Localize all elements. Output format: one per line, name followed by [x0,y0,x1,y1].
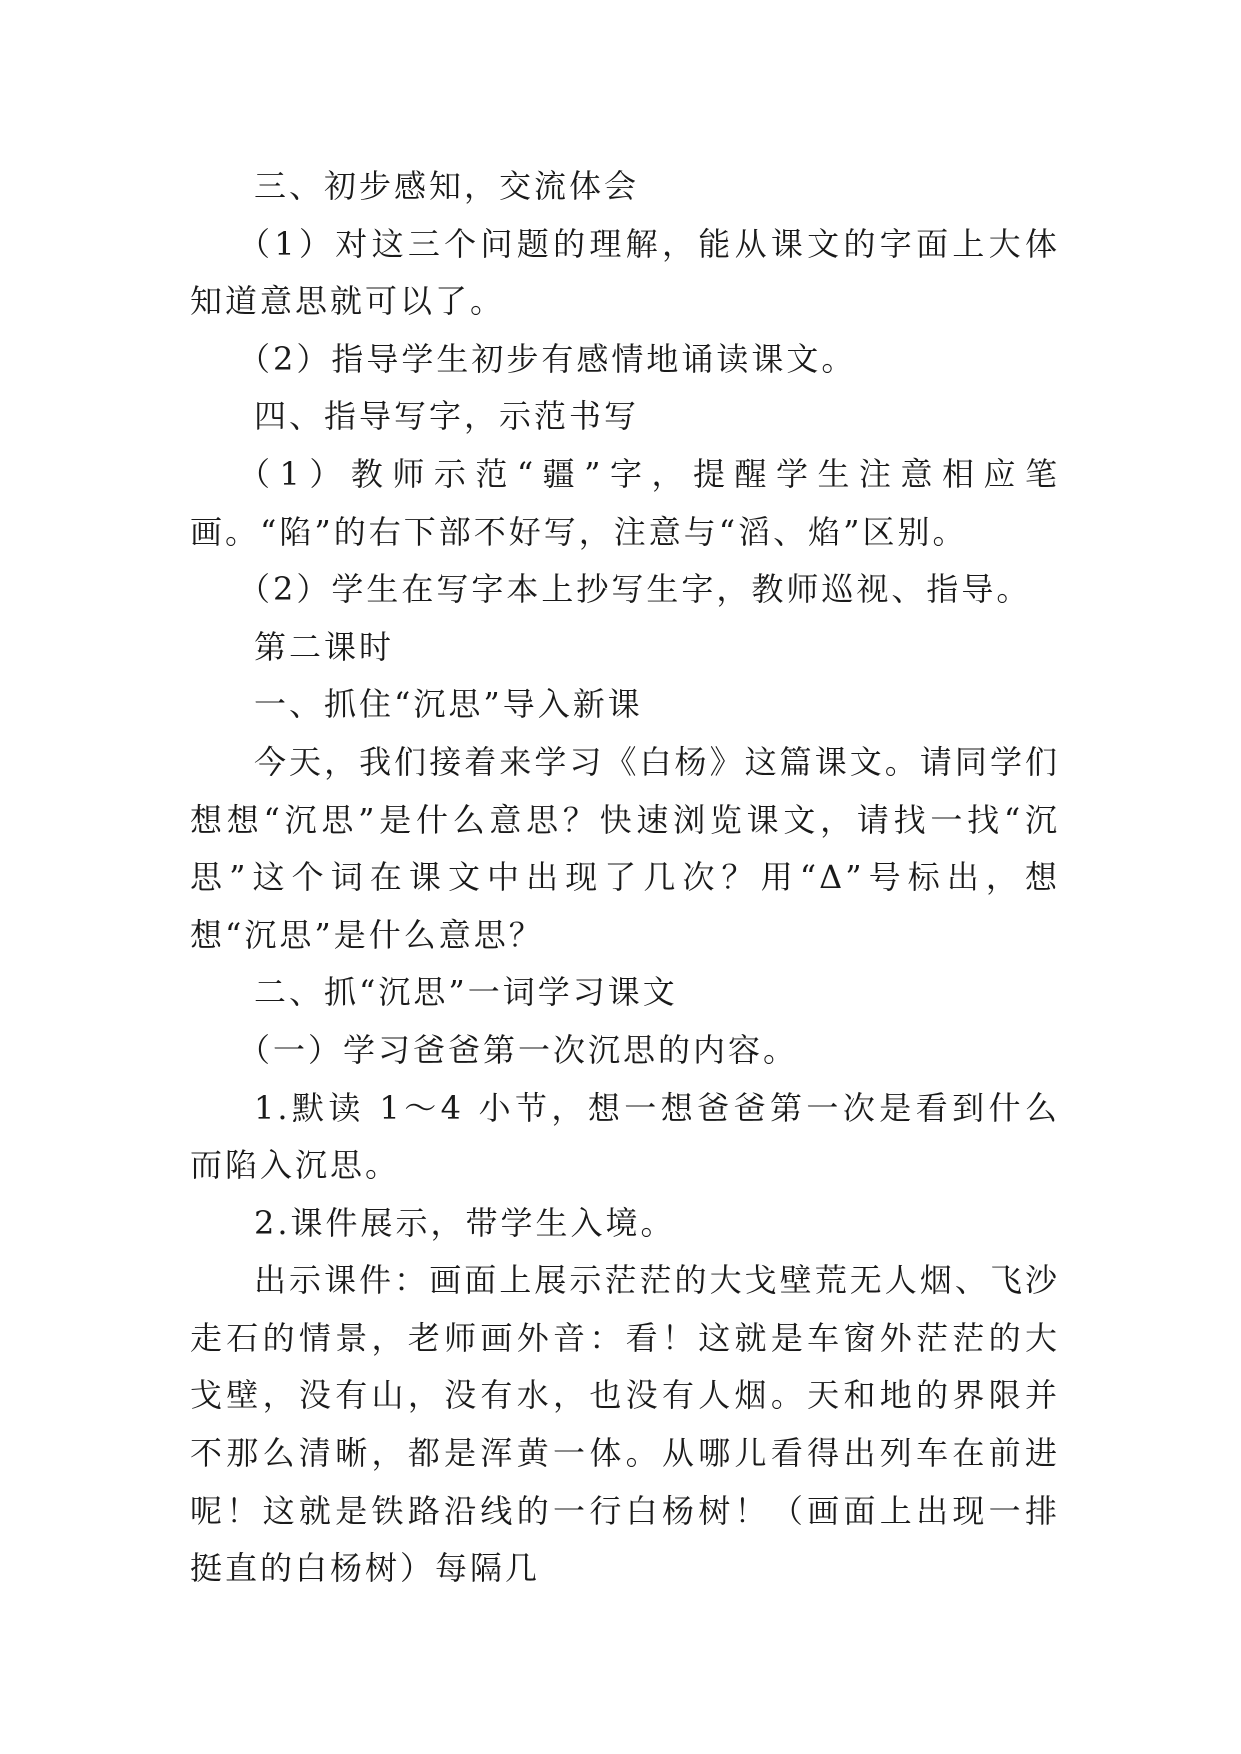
paragraph: （1）对这三个问题的理解，能从课文的字面上大体知道意思就可以了。 [190,224,1060,321]
paragraph: 今天，我们接着来学习《白杨》这篇课文。请同学们想想“沉思”是什么意思？快速浏览课文，请找一找“沉思”这个词在课文中出现了几次？用“Δ”号标出，想想“沉思”是什么意思？ [190,742,1060,954]
section-heading-1: 一、抓住“沉思”导入新课 [254,685,643,724]
section-heading-2: 二、抓“沉思”一词学习课文 [254,973,678,1012]
document-body [190,158,1060,1598]
paragraph: 1.默读 1～4 小节，想一想爸爸第一次是看到什么而陷入沉思。 [190,1088,1060,1185]
paragraph: （2）学生在写字本上抄写生字，教师巡视、指导。 [238,570,1032,609]
paragraph: （1）教师示范“疆”字，提醒学生注意相应笔画。“陷”的右下部不好写，注意与“滔、焰”区别。 [190,454,1060,551]
subsection-heading: （一）学习爸爸第一次沉思的内容。 [238,1030,799,1069]
paragraph: 出示课件：画面上展示茫茫的大戈壁荒无人烟、飞沙走石的情景，老师画外音：看！这就是车窗外茫茫的大戈壁，没有山，没有水，也没有人烟。天和地的界限并不那么清晰，都是浑黄一体。从哪儿看得出列车在前进呢！这就是铁路沿线的一行白杨树！（画面上出现一排挺直的白杨树）每隔几 [190,1261,1060,1588]
section-heading-3: 三、初步感知，交流体会 [254,167,640,205]
section-heading-4: 四、指导写字，示范书写 [254,397,640,436]
paragraph: （2）指导学生初步有感情地诵读课文。 [238,339,857,378]
paragraph: 2.课件展示，带学生入境。 [254,1203,676,1242]
lesson-heading: 第二课时 [254,627,395,666]
